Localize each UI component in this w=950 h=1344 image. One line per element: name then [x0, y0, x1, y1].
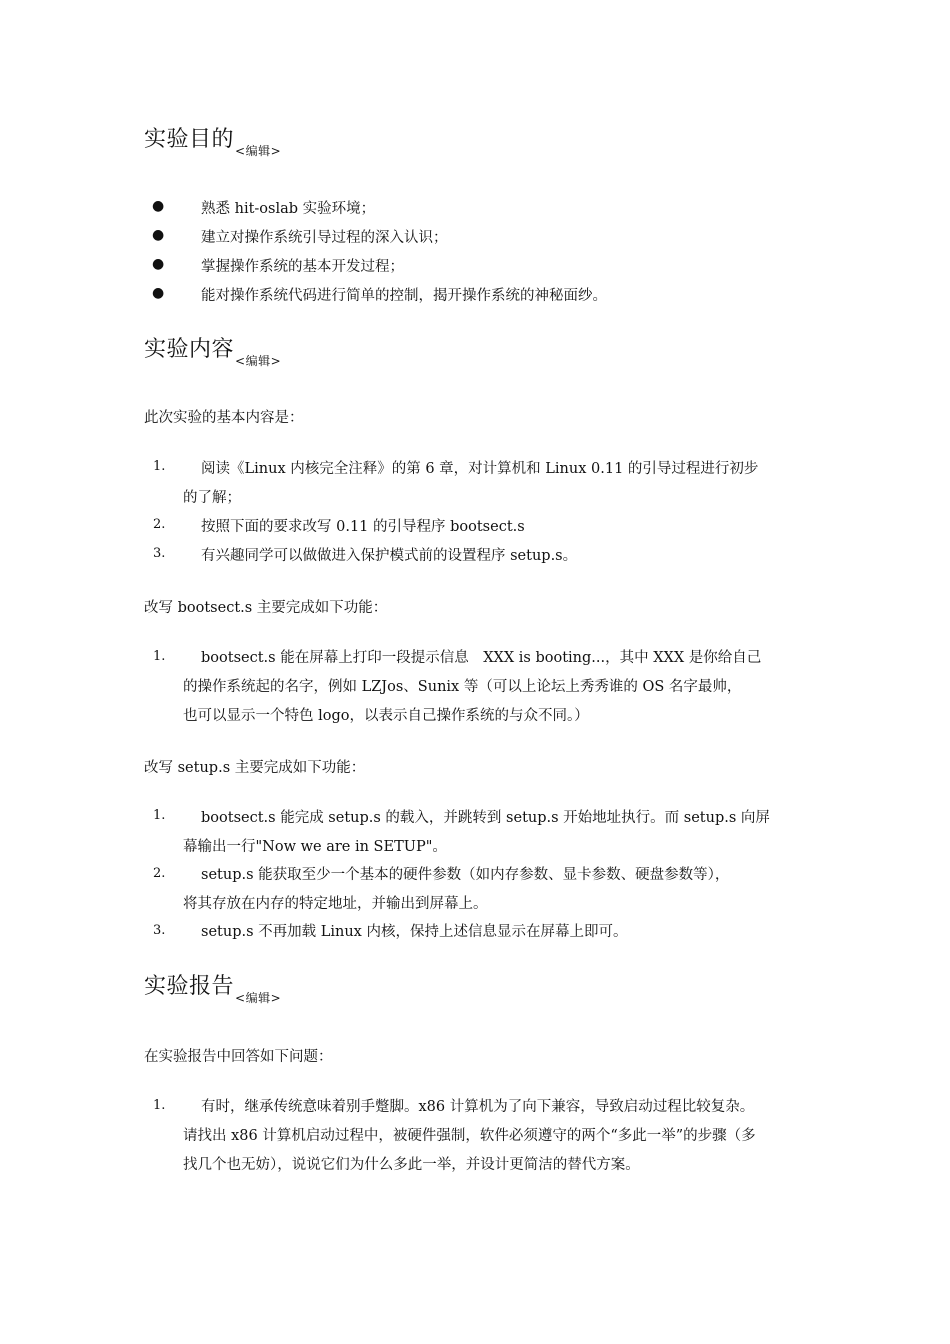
- bullet-dot-icon: ●: [152, 227, 165, 243]
- list-item: 能对操作系统代码进行简单的控制，揭开操作系统的神秘面纱。: [201, 288, 607, 304]
- list-item-line: 将其存放在内存的特定地址，并输出到屏幕上。: [183, 896, 488, 912]
- list-number: 3.: [153, 923, 166, 938]
- bullet-dot-icon: ●: [152, 256, 165, 272]
- paragraph: 此次实验的基本内容是：: [144, 410, 304, 426]
- edit-link[interactable]: <编辑>: [235, 144, 282, 158]
- list-item-line: bootsect.s 能在屏幕上打印一段提示信息 XXX is booting...，其中 XXX 是你给自己: [201, 650, 762, 666]
- list-item-line: 按照下面的要求改写 0.11 的引导程序 bootsect.s: [201, 519, 525, 535]
- list-item: 熟悉 hit-oslab 实验环境；: [201, 201, 376, 217]
- list-item-line: 有时，继承传统意味着别手蹩脚。x86 计算机为了向下兼容，导致启动过程比较复杂。: [201, 1099, 755, 1115]
- section-heading-purpose: [144, 122, 282, 158]
- list-item-line: setup.s 不再加载 Linux 内核，保持上述信息显示在屏幕上即可。: [201, 924, 628, 940]
- paragraph: 改写 setup.s 主要完成如下功能：: [144, 760, 366, 776]
- list-item-line: 请找出 x86 计算机启动过程中，被硬件强制，软件必须遵守的两个“多此一举”的步骤（多: [183, 1128, 756, 1144]
- list-item-line: 幕输出一行"Now we are in SETUP"。: [183, 839, 447, 855]
- list-item: 掌握操作系统的基本开发过程；: [201, 259, 404, 275]
- list-number: 2.: [153, 517, 166, 532]
- edit-link[interactable]: <编辑>: [235, 354, 282, 368]
- list-item-line: 的了解；: [183, 490, 241, 506]
- paragraph: 改写 bootsect.s 主要完成如下功能：: [144, 600, 388, 616]
- list-number: 1.: [153, 1098, 166, 1113]
- section-title: 实验报告: [144, 974, 235, 999]
- list-number: 2.: [153, 866, 166, 881]
- list-number: 1.: [153, 649, 166, 664]
- bullet-dot-icon: ●: [152, 285, 165, 301]
- bullet-dot-icon: ●: [152, 198, 165, 214]
- edit-link[interactable]: <编辑>: [235, 991, 282, 1005]
- list-item: 建立对操作系统引导过程的深入认识；: [201, 230, 448, 246]
- list-item-line: bootsect.s 能完成 setup.s 的载入，并跳转到 setup.s 开始地址执行。而 setup.s 向屏: [201, 810, 770, 826]
- list-item-line: 找几个也无妨），说说它们为什么多此一举，并设计更简洁的替代方案。: [183, 1157, 640, 1173]
- list-number: 3.: [153, 546, 166, 561]
- section-title: 实验目的: [144, 127, 235, 152]
- paragraph: 在实验报告中回答如下问题：: [144, 1049, 333, 1065]
- section-heading-content: [144, 332, 282, 368]
- list-number: 1.: [153, 808, 166, 823]
- section-title: 实验内容: [144, 337, 235, 362]
- list-item-line: setup.s 能获取至少一个基本的硬件参数（如内存参数、显卡参数、硬盘参数等），: [201, 867, 730, 883]
- list-item-line: 的操作系统起的名字，例如 LZJos、Sunix 等（可以上论坛上秀秀谁的 OS 名字最帅，: [183, 679, 742, 695]
- list-item-line: 有兴趣同学可以做做进入保护模式前的设置程序 setup.s。: [201, 548, 578, 564]
- section-heading-report: [144, 969, 282, 1005]
- list-item-line: 也可以显示一个特色 logo，以表示自己操作系统的与众不同。）: [183, 708, 589, 724]
- list-item-line: 阅读《Linux 内核完全注释》的第 6 章，对计算机和 Linux 0.11 的引导过程进行初步: [201, 461, 759, 477]
- list-number: 1.: [153, 459, 166, 474]
